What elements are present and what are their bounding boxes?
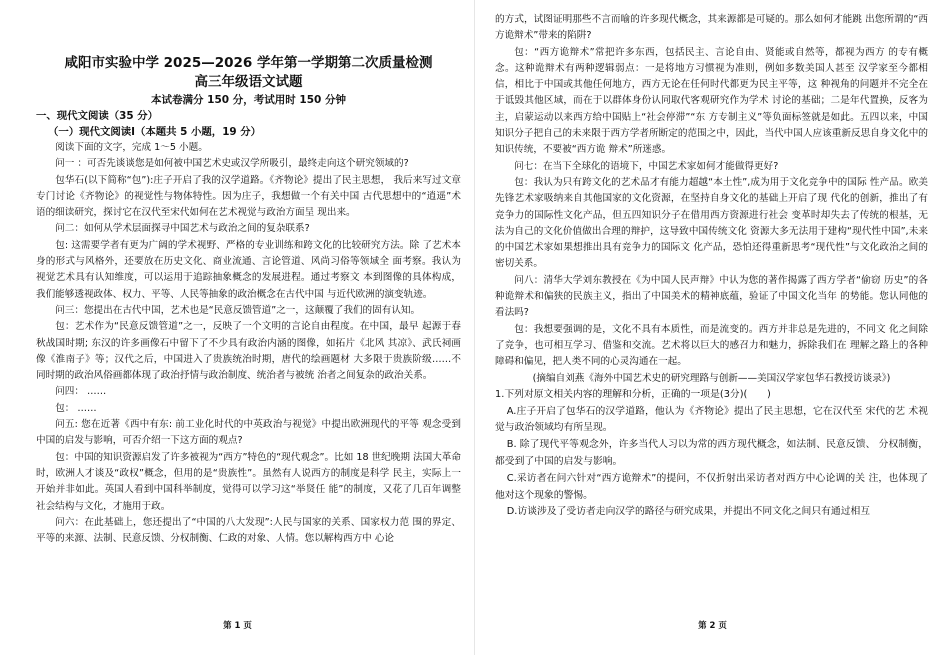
instruction: 阅读下面的文字，完成 1～5 小题。 [55,142,208,153]
interview-question-continued: 的方式，试图证明那些不言而喻的许多现代概念，其来源都是可疑的。那么如何才能跳 出您所谓的“西方诡辩术”带来的陷阱? [495,14,928,42]
page-2 [475,0,950,655]
option-c: C.采访者在问六针对“西方诡辩术”的提问，不仅折射出采访者对西方中心论调的关 注，也体现了他对这个现象的警惕。 [495,472,928,501]
exam-subtitle: 高三年级语文试题 [194,74,303,90]
exam-info: 本试卷满分 150 分，考试用时 150 分钟 [151,94,346,106]
interview-question: 问五: 您在近著《西中有东: 前工业化时代的中英政治与视觉》中提出欧洲现代的平等 观念受到中国的启发与影响，可否介绍一下这方面的观点? [36,419,461,447]
interview-question: 问二：如何从学术层面探寻中国艺术与政治之间的复杂联系? [55,223,310,235]
interview-answer: 包：中国的知识资源启发了许多被视为“西方”特色的“现代观念”。比如 18 世纪晚期 法国大革命时，欧洲人才谈及“政权”概念，但用的是“贵族性”。虽然有人说西方的制度是科学 民主，实际上一开始并非如此。英国人看到中国科举制度，觉得可以学习这“举贤任 能”的制度，又花了几百年调整社会结构与文化，才施用于政。 [36,451,461,512]
interview-answer: 包： …… [55,402,97,414]
interview-answer: 包: 这需要学者有更为广阔的学术视野、严格的专业训练和跨文化的比较研究方法。除 了艺术本身的形式与风格外，还要放在历史文化、商业流通、言论管道、风尚习俗等领域全 面考察。我认为视觉艺术具有认知维度，可以运用于追踪抽象概念的发展进程。通过考察文 本到图像的具体构成，我们能够透视政体、权力、平等、人民等抽象的政治概念在古代中国 与近代欧洲的演变轨迹。 [36,239,461,300]
interview-answer: 包：我想要强调的是，文化不具有本质性，而是流变的。西方并非总是先进的，不同文 化之间除了竞争，也可相互学习、借鉴和交流。艺术将以巨大的感召力和魅力，拆除我们在 理解之路上的各种障碍和偏见，把人类不同的心灵沟通在一起。 [495,323,928,368]
interview-question: 问四： …… [55,386,107,398]
page-number: 第 1 页 [223,621,252,631]
exam-title: 咸阳市实验中学 2025—2026 学年第一学期第二次质量检测 [64,55,433,71]
interview-answer: 包：“西方诡辩术”常把许多东西，包括民主、言论自由、贤能或自然等，都视为西方 的专有概念。这种诡辩术有两种逻辑弱点：一是将地方习惯视为准则，例如多数美国人甚至 汉学家至今都相信，相比于中国或其他任何地方，西方无论在任何时代都更为民主平等，这 种视角的问题并不完全在于诋毁其他区域，而在于以群体身份认同取代客观研究作为学术 讨论的基础；二是年代置换，反客为主，启蒙运动以来西方给中国贴上“社会停滞”“东 方专制主义”等负面标签就是如此。五四以来，中国知识分子把自己的未来限于西方学者所断定的范围之中，因此，当代中国人应该重新反思自身文化中的知识传统，不要被“西方诡 辩术”所迷惑。 [495,46,928,156]
interview-question: 问八：清华大学刘东教授在《为中国人民声辩》中认为您的著作揭露了西方学者“偷窃 历史”的各种诡辩术和偏狭的民族主义，指出了中国美术的精神底蕴，验证了中国文化当年 的势能。您认同他的看法吗? [495,274,928,319]
interview-question: 问七：在当下全球化的语境下，中国艺术家如何才能做得更好? [514,160,779,172]
interview-question: 问一 ：可否先谈谈您是如何被中国艺术史或汉学所吸引，最终走向这个研究领域的? [55,158,409,170]
source-citation: (摘编自刘燕《海外中国艺术史的研究理路与创新——美国汉学家包华石教授访谈录》) [532,372,891,384]
option-d: D.访谈涉及了受访者走向汉学的路径与研究成果，并提出不同文化之间只有通过相互 [506,506,871,518]
interview-answer: 包华石(以下简称“包”):庄子开启了我的汉学道路。《齐物论》提出了民主思想， 我后来写过文章专门讨论《齐物论》的视觉性与物体特性。因为庄子，我想做一个有关中国 古代思想中的“逍遥”术语的细读研究，探讨它在汉代至宋代如何在艺术视觉与政治方面呈 现出来。 [36,174,461,219]
subsection-heading: （一）现代文阅读Ⅰ（本题共 5 小题，19 分） [48,126,262,138]
interview-question: 问六：在此基础上，您还提出了“中国的八大发现”:人民与国家的关系、国家权力范 围的界定、平等的来源、法制、民意反馈、分权制衡、仁政的对象、人情。您以解构西方中 心论 [36,516,461,545]
page-number: 第 2 页 [698,621,727,631]
question-stem: 1.下列对原文相关内容的理解和分析，正确的一项是(3分)( ) [495,388,771,400]
section-heading: 一、现代文阅读（35 分） [36,110,158,122]
interview-answer: 包：我认为只有跨文化的艺术品才有能力超越“本土性”,成为用于文化竞争中的国际 性产品。欧美先锋艺术家吸纳来自其他国家的文化资源，在坚持自身文化的基础上开启了现 代化的创新，推出了有竞争力的国际性文化产品，但五四知识分子在借用西方资源进行社会 变革时却失去了传统的根基，无法为自己的文化价值做出合理的辩护，这导致中国传统文化 资源大多无法用于建构“现代性中国”,未来的中国艺术家如果想推出具有竞争力的国际文 化产品，恐怕还得重新思考“现代性”与文化政治之间的密切关系。 [495,176,928,270]
option-a: A.庄子开启了包华石的汉学道路，他认为《齐物论》提出了民主思想，它在汉代至 宋代的艺 术视觉与政治领域均有所呈现。 [495,405,928,434]
option-b: B. 除了现代平等观念外，许多当代人习以为常的西方现代概念，如法制、民意反馈、 分权制衡，都受到了中国的启发与影响。 [495,439,928,468]
interview-question: 问三：您提出在古代中国，艺术也是“民意反馈管道”之一，这颠覆了我们的固有认知。 [55,304,421,316]
interview-answer: 包：艺术作为“民意反馈管道”之一，反映了一个文明的言论自由程度。在中国，最早 起源于春秋战国时期; 东汉的许多画像石中留下了不少具有政治内涵的图像，如拓片《北风 其凉》、武氏祠画像《淮南子》等；汉代之后，中国进入了贵族统治时期，唐代的绘画题材 大多限于贵族阶级……不同时期的政治风俗画都体现了政治抒情与政治制度、统治者与被统 治者之间复杂的政治关系。 [36,321,461,382]
